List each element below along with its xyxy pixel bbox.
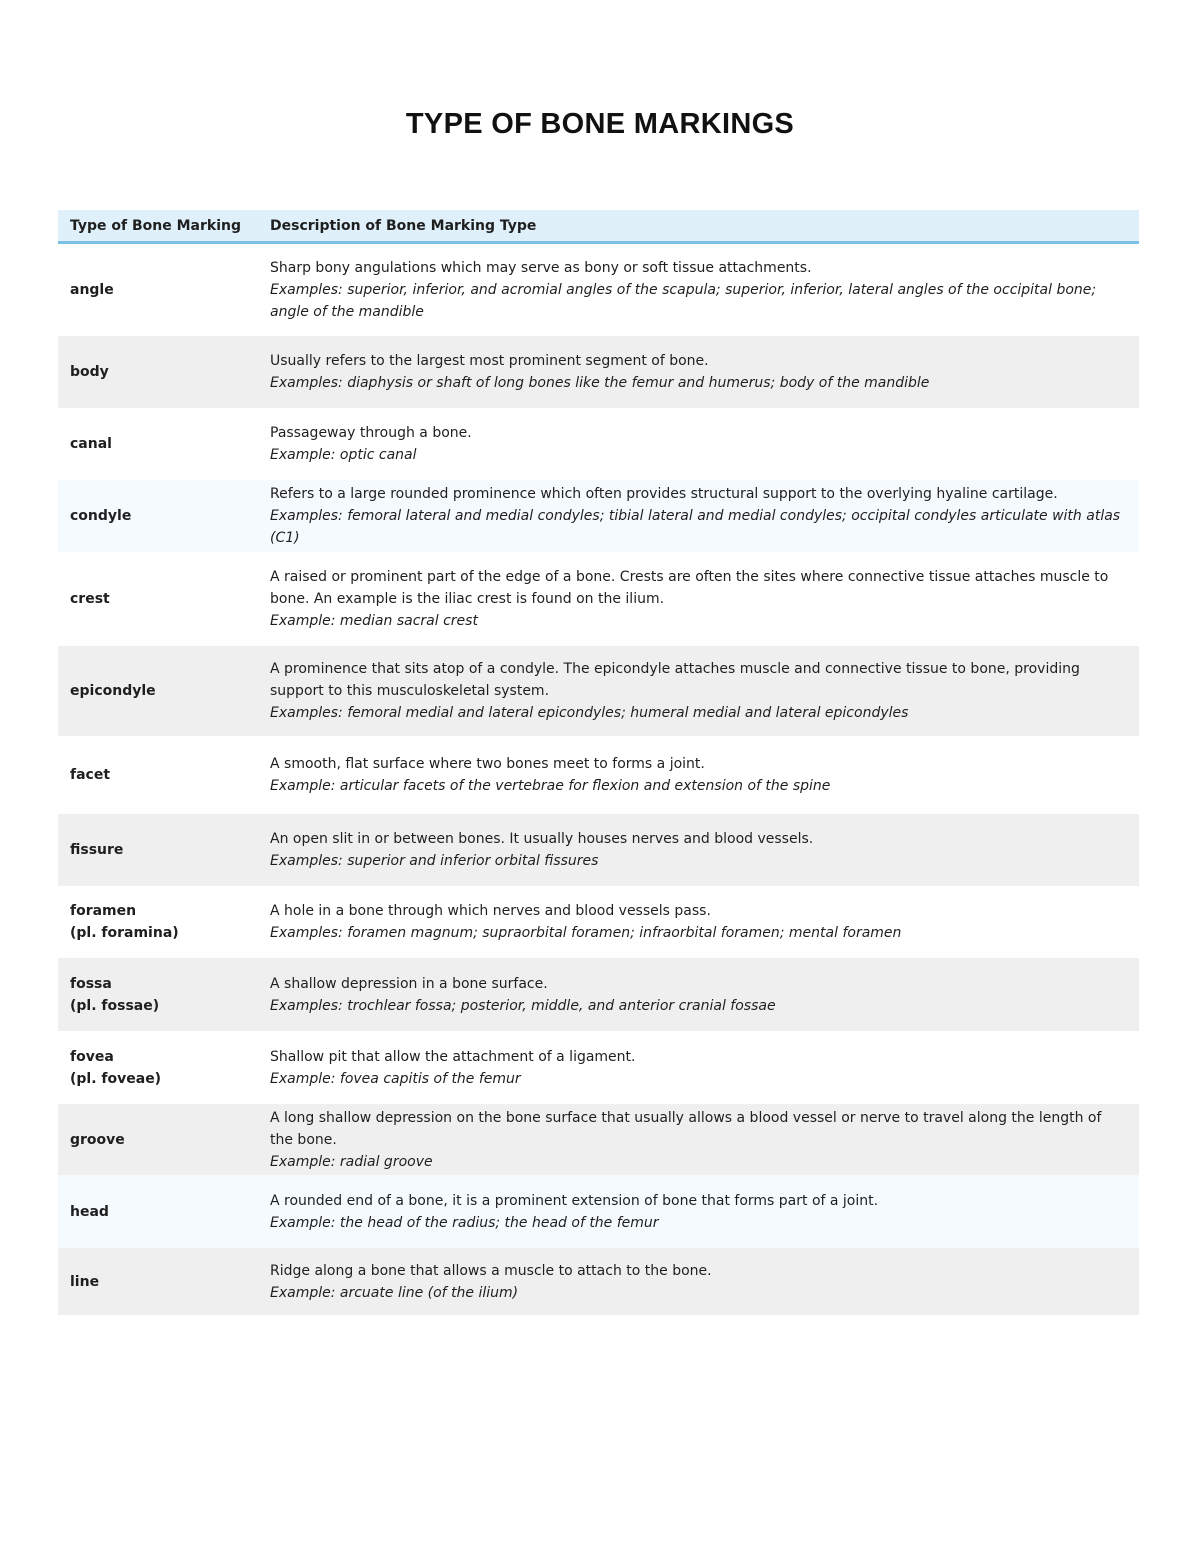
description-cell xyxy=(258,886,1139,958)
example-text: Example: median sacral crest xyxy=(270,613,478,629)
example-text: Examples: femoral lateral and medial condyles; tibial lateral and medial condyles; occipital condyles articulate with atlas (C1) xyxy=(270,508,1121,546)
bone-markings-table xyxy=(58,210,1139,1315)
table-row xyxy=(58,336,1139,408)
example-text: Examples: superior and inferior orbital fissures xyxy=(270,853,599,869)
example-text: Example: radial groove xyxy=(270,1153,433,1170)
example-text: Example: fovea capitis of the femur xyxy=(270,1070,521,1087)
table-row xyxy=(58,1104,1139,1175)
column-header-description: Description of Bone Marking Type xyxy=(258,210,1139,243)
table-row xyxy=(58,1031,1139,1104)
term-plural: (pl. foramina) xyxy=(70,925,179,941)
description-cell xyxy=(258,1175,1139,1248)
term-label: groove xyxy=(70,1131,125,1148)
table-row xyxy=(58,408,1139,480)
table-row xyxy=(58,958,1139,1031)
description-text: A rounded end of a bone, it is a prominent extension of bone that forms part of a joint. xyxy=(270,1192,879,1209)
description-text: Shallow pit that allow the attachment of a ligament. xyxy=(270,1048,636,1065)
term-cell xyxy=(58,552,258,646)
term-label: line xyxy=(70,1273,100,1290)
description-text: A shallow depression in a bone surface. xyxy=(270,975,548,992)
description-cell xyxy=(258,480,1139,552)
term-cell xyxy=(58,1104,258,1175)
term-cell xyxy=(58,1031,258,1104)
term-cell xyxy=(58,408,258,480)
page-title: TYPE OF BONE MARKINGS xyxy=(405,108,795,140)
term-cell xyxy=(58,243,258,337)
description-cell xyxy=(258,1248,1139,1315)
term-label: fissure xyxy=(70,842,124,858)
description-cell xyxy=(258,552,1139,646)
description-cell xyxy=(258,1104,1139,1175)
term-cell xyxy=(58,1248,258,1315)
example-text: Example: optic canal xyxy=(270,447,417,463)
description-text: A prominence that sits atop of a condyle. The epicondyle attaches muscle and connective tissue to bone, providing support to this musculoskeletal system. xyxy=(270,661,1080,699)
table-row xyxy=(58,1248,1139,1315)
column-header-type: Type of Bone Marking xyxy=(58,210,258,243)
term-label: body xyxy=(70,364,109,380)
table-row xyxy=(58,736,1139,814)
description-cell xyxy=(258,736,1139,814)
description-text: A long shallow depression on the bone surface that usually allows a blood vessel or nerve to travel along the length of the bone. xyxy=(270,1109,1102,1148)
term-cell xyxy=(58,1175,258,1248)
term-label: angle xyxy=(70,282,114,298)
example-text: Examples: femoral medial and lateral epicondyles; humeral medial and lateral epicondyles xyxy=(270,705,909,721)
example-text: Examples: diaphysis or shaft of long bones like the femur and humerus; body of the mandible xyxy=(270,375,930,391)
example-text: Example: articular facets of the vertebrae for flexion and extension of the spine xyxy=(270,778,831,794)
term-cell xyxy=(58,814,258,886)
description-cell xyxy=(258,408,1139,480)
term-label: condyle xyxy=(70,508,132,524)
table-row xyxy=(58,243,1139,337)
term-label: epicondyle xyxy=(70,683,156,699)
table-row xyxy=(58,552,1139,646)
table-row xyxy=(58,814,1139,886)
term-label: fovea xyxy=(70,1048,114,1065)
term-cell xyxy=(58,886,258,958)
term-label: crest xyxy=(70,591,110,607)
description-text: A smooth, flat surface where two bones meet to forms a joint. xyxy=(270,756,705,772)
example-text: Examples: foramen magnum; supraorbital foramen; infraorbital foramen; mental foramen xyxy=(270,925,902,941)
description-cell xyxy=(258,814,1139,886)
table-row xyxy=(58,480,1139,552)
description-text: Refers to a large rounded prominence which often provides structural support to the overlying hyaline cartilage. xyxy=(270,486,1058,502)
term-cell xyxy=(58,958,258,1031)
description-cell xyxy=(258,958,1139,1031)
description-text: Usually refers to the largest most prominent segment of bone. xyxy=(270,353,709,369)
term-label: canal xyxy=(70,436,112,452)
example-text: Examples: superior, inferior, and acromial angles of the scapula; superior, inferior, lateral angles of the occipital bone; angle of the mandible xyxy=(270,282,1097,320)
description-text: Ridge along a bone that allows a muscle to attach to the bone. xyxy=(270,1262,712,1279)
term-plural: (pl. fossae) xyxy=(70,997,160,1014)
table-row xyxy=(58,886,1139,958)
table-header-row xyxy=(58,210,1139,243)
description-cell xyxy=(258,243,1139,337)
term-label: foramen xyxy=(70,903,137,919)
description-text: A raised or prominent part of the edge of a bone. Crests are often the sites where connective tissue attaches muscle to bone. An example is the iliac crest is found on the ilium. xyxy=(270,569,1109,607)
term-label: facet xyxy=(70,767,111,783)
description-cell xyxy=(258,336,1139,408)
term-cell xyxy=(58,736,258,814)
example-text: Examples: trochlear fossa; posterior, middle, and anterior cranial fossae xyxy=(270,997,776,1014)
table-row xyxy=(58,1175,1139,1248)
description-text: Sharp bony angulations which may serve as bony or soft tissue attachments. xyxy=(270,260,812,276)
table-row xyxy=(58,646,1139,736)
example-text: Example: arcuate line (of the ilium) xyxy=(270,1284,519,1301)
description-cell xyxy=(258,1031,1139,1104)
term-plural: (pl. foveae) xyxy=(70,1070,162,1087)
term-cell xyxy=(58,646,258,736)
description-text: Passageway through a bone. xyxy=(270,425,472,441)
description-text: An open slit in or between bones. It usually houses nerves and blood vessels. xyxy=(270,831,814,847)
term-label: head xyxy=(70,1203,109,1220)
term-cell xyxy=(58,336,258,408)
example-text: Example: the head of the radius; the head of the femur xyxy=(270,1214,659,1231)
term-label: fossa xyxy=(70,975,112,992)
description-text: A hole in a bone through which nerves and blood vessels pass. xyxy=(270,903,711,919)
term-cell xyxy=(58,480,258,552)
description-cell xyxy=(258,646,1139,736)
